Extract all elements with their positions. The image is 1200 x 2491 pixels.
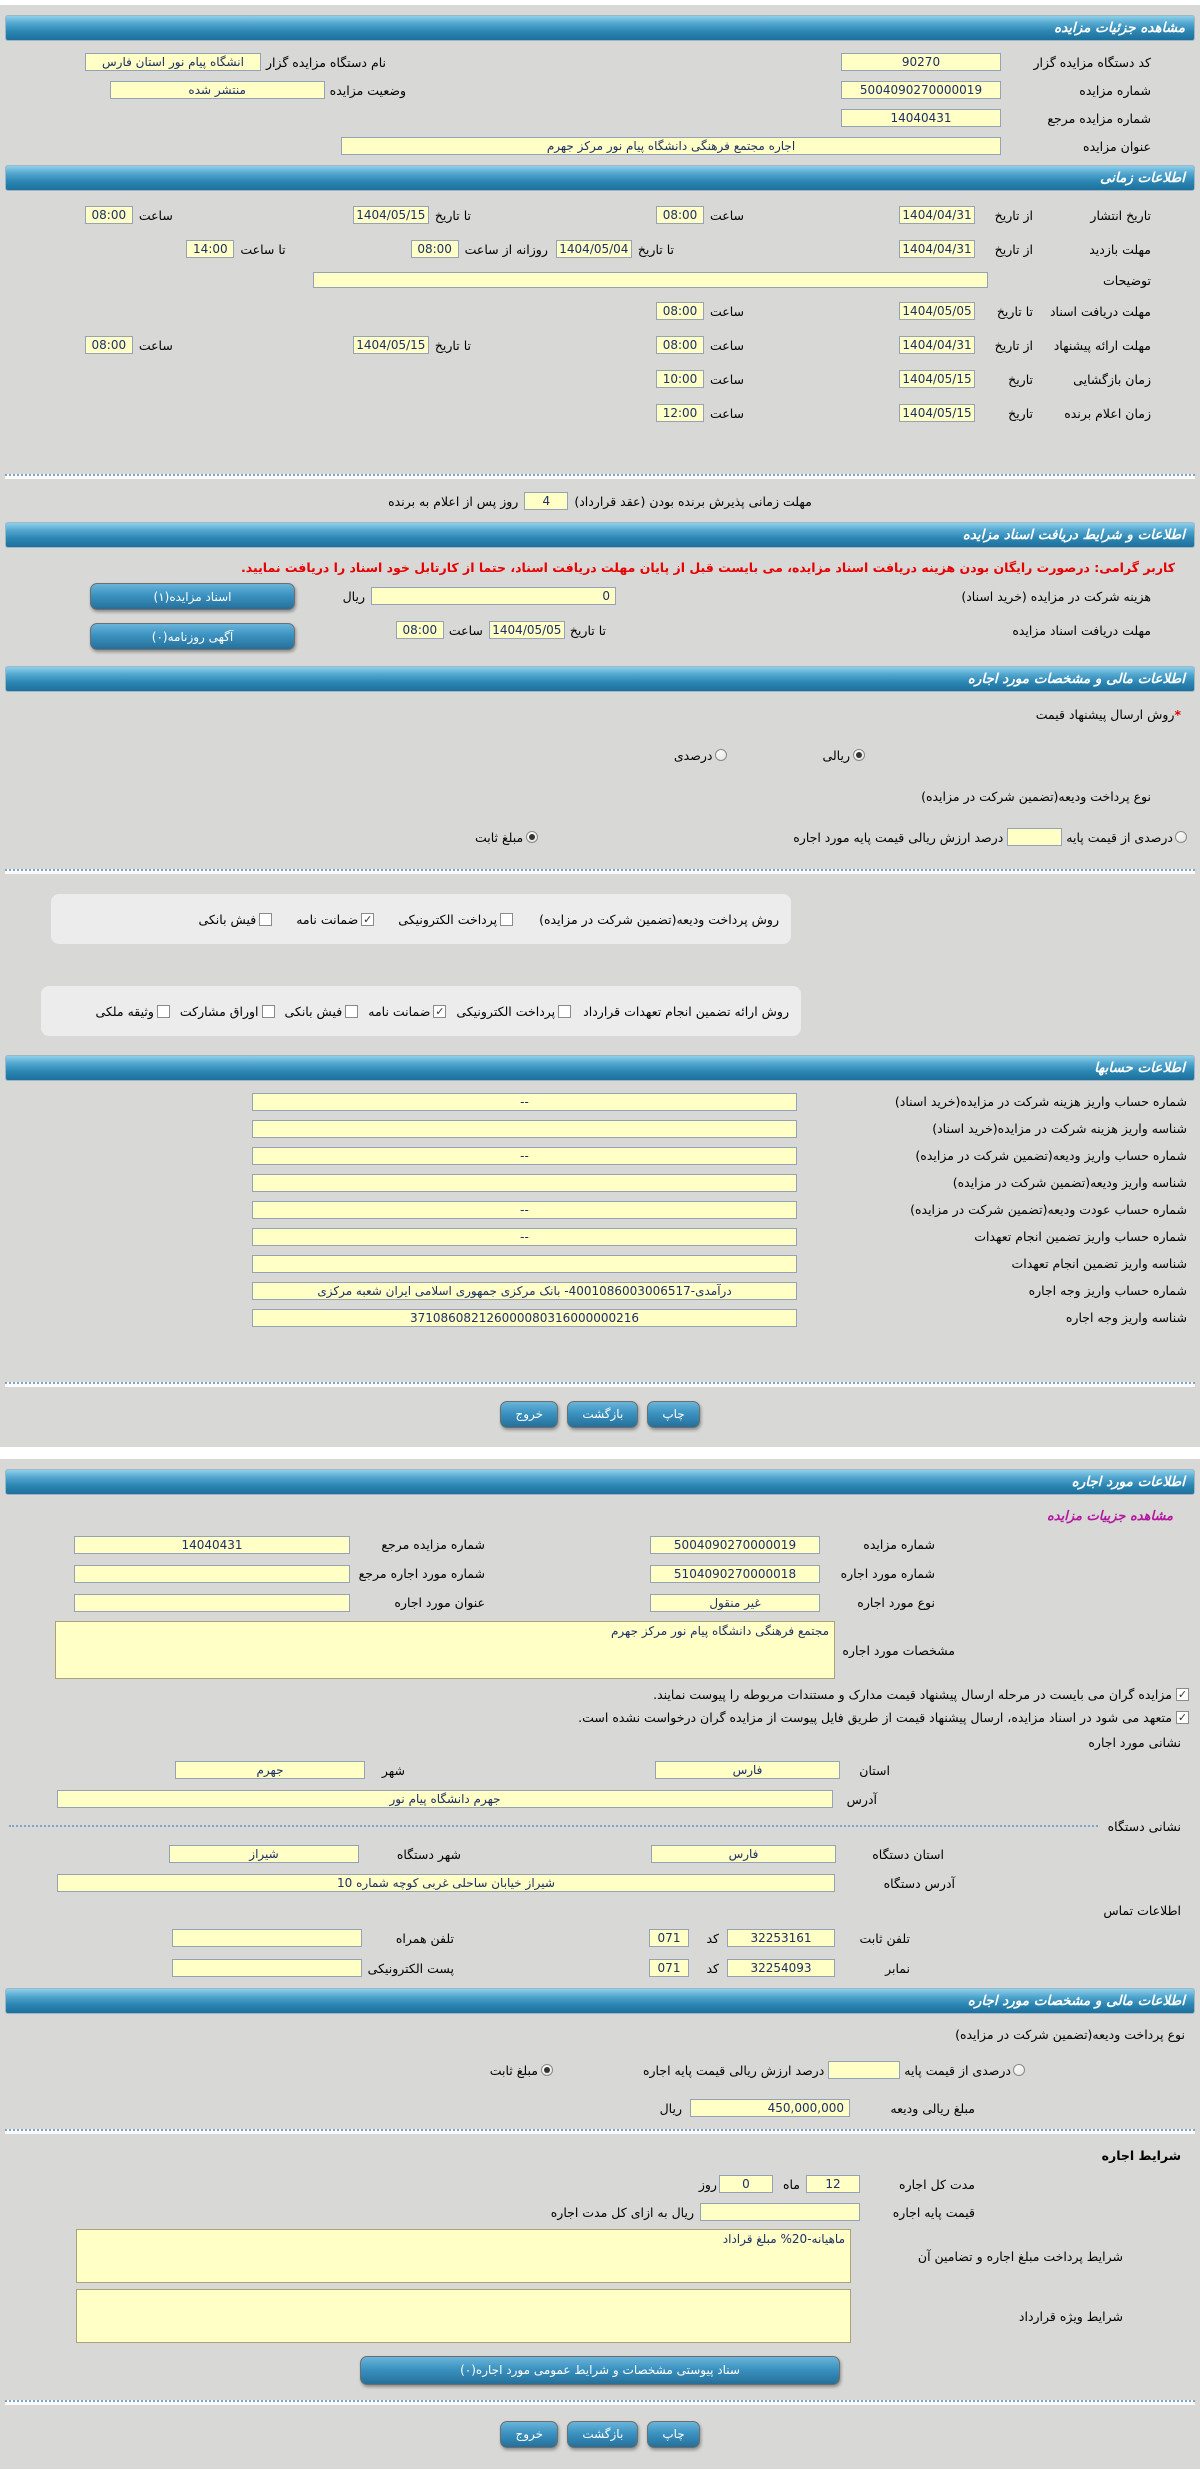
item-deposit-type-label: نوع پرداخت ودیعه(تضمین شرکت در مزایده) <box>955 2026 1185 2042</box>
exit-button[interactable]: خروج <box>500 2421 558 2448</box>
item-specs-textarea[interactable]: مجتمع فرهنگی دانشگاه پیام نور مرکز جهرم <box>55 1621 835 1679</box>
rial-label: ریال <box>659 2100 682 2116</box>
send-method-label: روش ارسال پیشنهاد قیمت <box>1035 706 1175 722</box>
hour-label: ساعت <box>709 337 744 353</box>
visit-until-time-field[interactable]: 14:00 <box>186 240 234 258</box>
no-file-offer-row <box>5 1706 1195 1729</box>
offer-to-date-field[interactable]: 1404/05/15 <box>353 336 429 354</box>
main-header-bar <box>5 15 1195 41</box>
pay-terms-label: شرایط پرداخت مبلغ اجاره و تضامین آن <box>917 2248 1123 2264</box>
account-row <box>5 1115 1195 1142</box>
item-percent-of-base-label: درصدی از قیمت پایه <box>904 2062 1011 2078</box>
panel-gap <box>0 1447 1200 1459</box>
org-city-label: شهر دستگاه <box>396 1846 461 1862</box>
item-province-city-row <box>5 1755 1195 1785</box>
visit-deadline-row <box>5 232 1195 266</box>
send-method-options-row <box>5 729 1195 781</box>
mobile-field[interactable] <box>172 1929 362 1947</box>
bottom-gap <box>0 2469 1200 2491</box>
back-button[interactable]: بازگشت <box>567 1401 638 1428</box>
winner-accept-days-field[interactable]: 4 <box>524 492 568 510</box>
account-row-label: شناسه واریز وجه اجاره <box>1065 1310 1187 1325</box>
publish-date-label: تاریخ انتشار <box>1090 207 1151 223</box>
deposit-amount-field[interactable]: 450,000,000 <box>690 2099 850 2117</box>
date-label: تاریخ <box>1008 405 1033 421</box>
account-row <box>5 1223 1195 1250</box>
performance-guarantee-label: روش ارائه تضمین انجام تعهدات قرارداد <box>583 1003 789 1019</box>
winner-time-label: زمان اعلام برنده <box>1064 405 1151 421</box>
item-financial-header-title: اطلاعات مالی و مشخصات مورد اجاره <box>967 1993 1185 2009</box>
item-deposit-options-row <box>5 2047 1195 2093</box>
percent-of-base-field[interactable] <box>1007 828 1062 846</box>
auction-number-label: شماره مزایده <box>1079 82 1151 98</box>
view-auction-details-link[interactable]: مشاهده جزییات مزایده <box>1046 1508 1173 1524</box>
docs-deadline-label: مهلت دریافت اسناد مزایده <box>1012 622 1151 638</box>
opening-date-field[interactable]: 1404/05/15 <box>899 370 975 388</box>
perf-bank-slip-checkbox-option[interactable] <box>285 1004 359 1019</box>
receive-time-field[interactable]: 08:00 <box>656 302 704 320</box>
performance-guarantee-box <box>41 986 801 1036</box>
account-row-label: شناسه واریز تضمین انجام تعهدات <box>1011 1256 1187 1271</box>
receive-docs-label: مهلت دریافت اسناد <box>1049 303 1151 319</box>
bonds-checkbox-option[interactable] <box>180 1004 275 1019</box>
percent-of-base-label: درصدی از قیمت پایه <box>1066 829 1173 845</box>
item-deposit-type-row <box>5 2021 1195 2047</box>
lease-duration-row <box>5 2170 1195 2198</box>
base-price-suffix-label: ریال به ازای کل مدت اجاره <box>550 2204 694 2220</box>
lease-months-field[interactable]: 12 <box>806 2175 860 2193</box>
area-code-label: کد <box>706 1960 719 1976</box>
item-percent-of-base-suffix-label: درصد ارزش ریالی قیمت پایه اجاره <box>642 2062 825 2078</box>
perf-epay-label: پرداخت الکترونیکی <box>456 1003 556 1019</box>
publish-from-time-field[interactable]: 08:00 <box>656 206 704 224</box>
dotted-separator <box>5 2129 1195 2134</box>
item-address-title-row <box>5 1729 1195 1755</box>
description-row <box>5 266 1195 294</box>
special-terms-textarea[interactable] <box>76 2289 851 2343</box>
province-field[interactable]: فارس <box>655 1761 840 1779</box>
docs-deadline-date-field[interactable]: 1404/05/05 <box>489 621 565 639</box>
org-name-label: نام دستگاه مزایده گزار <box>265 54 386 70</box>
perf-guarantee-label: ضمانت نامه <box>368 1003 431 1019</box>
from-date-label: از تاریخ <box>994 337 1033 353</box>
account-row-field[interactable]: -- <box>252 1201 797 1219</box>
receive-docs-row <box>5 294 1195 328</box>
lease-terms-title-row <box>5 2140 1195 2170</box>
pay-terms-textarea[interactable]: ماهیانه-20% مبلغ قراداد <box>76 2229 851 2283</box>
from-date-label: از تاریخ <box>994 207 1033 223</box>
account-row-label: شناسه واریز ودیعه(تضمین شرکت در مزایده) <box>952 1175 1187 1190</box>
publish-to-date-field[interactable]: 1404/05/15 <box>353 206 429 224</box>
visit-from-date-field[interactable]: 1404/04/31 <box>899 240 975 258</box>
item-ref-number-label: شماره مورد اجاره مرجع <box>358 1566 485 1581</box>
winner-accept-post-label: روز پس از اعلام به برنده <box>388 493 519 509</box>
details-link-row <box>5 1502 1195 1530</box>
account-row <box>5 1169 1195 1196</box>
from-date-label: از تاریخ <box>994 241 1033 257</box>
to-date-label: تا تاریخ <box>569 622 606 638</box>
opening-time-row <box>5 362 1195 396</box>
org-city-field[interactable]: شیراز <box>169 1845 359 1863</box>
lease-item-panel <box>0 1459 1200 2469</box>
winner-time-row <box>5 396 1195 430</box>
attach-required-checkbox-checked[interactable] <box>1176 1688 1189 1701</box>
org-address-label: آدرس دستگاه <box>883 1875 955 1891</box>
publish-from-date-field[interactable]: 1404/04/31 <box>899 206 975 224</box>
deposit-type-label: نوع پرداخت ودیعه(تضمین شرکت در مزایده) <box>921 788 1151 804</box>
bonds-checkbox[interactable] <box>262 1005 275 1018</box>
time-header-bar <box>5 165 1195 191</box>
item-auction-number-label: شماره مزایده <box>863 1537 935 1552</box>
daily-from-hour-label: روزانه از ساعت <box>464 241 548 257</box>
print-button[interactable]: چاپ <box>647 1401 699 1428</box>
spacer <box>5 1036 1195 1050</box>
contact-title-row <box>5 1897 1195 1923</box>
hour-label: ساعت <box>709 371 744 387</box>
bonds-label: اوراق مشارکت <box>179 1003 259 1019</box>
until-hour-label: تا ساعت <box>240 241 286 257</box>
guarantee-checkbox-checked[interactable] <box>361 913 374 926</box>
account-row <box>5 1250 1195 1277</box>
account-row-label: شماره حساب واریز ودیعه(تضمین شرکت در مزایده) <box>915 1148 1187 1163</box>
hour-label: ساعت <box>448 622 483 638</box>
fixed-amount-label: مبلغ ثابت <box>474 829 524 845</box>
lease-terms-title-label: شرایط اجاره <box>1101 2147 1181 2163</box>
docs-header-bar <box>5 522 1195 548</box>
mobile-label: تلفن همراه <box>395 1930 454 1946</box>
account-row-label: شماره حساب واریز وجه اجاره <box>1028 1283 1187 1298</box>
perf-bank-slip-checkbox[interactable] <box>345 1005 358 1018</box>
dotted-line <box>9 1825 1098 1827</box>
phone-label: تلفن ثابت <box>859 1930 910 1946</box>
province-label: استان <box>859 1762 890 1778</box>
deposit-amount-label: مبلغ ریالی ودیعه <box>890 2100 975 2116</box>
panel1-footer-buttons <box>5 1393 1195 1435</box>
guarantee-checkbox-option[interactable] <box>296 912 374 927</box>
city-label: شهر <box>381 1762 405 1778</box>
account-row-field[interactable] <box>252 1255 797 1273</box>
lease-days-field[interactable]: 0 <box>719 2175 773 2193</box>
item-auction-ref-label: شماره مزایده مرجع <box>381 1537 485 1552</box>
to-date-label: تا تاریخ <box>996 303 1033 319</box>
item-fixed-amount-radio[interactable] <box>541 2064 553 2076</box>
time-header-title: اطلاعات زمانی <box>1099 170 1185 186</box>
collateral-checkbox-option[interactable] <box>95 1004 169 1019</box>
auction-code-field[interactable]: 90270 <box>841 53 1001 71</box>
docs-deadline-time-field[interactable]: 08:00 <box>396 621 444 639</box>
day-label: روز <box>698 2176 717 2192</box>
rial-option-label: ریالی <box>822 747 850 763</box>
fax-label: نمابر <box>885 1960 910 1976</box>
dotted-separator <box>5 869 1195 874</box>
print-button[interactable]: چاپ <box>647 2421 699 2448</box>
item-type-field[interactable]: غیر منقول <box>650 1594 820 1612</box>
financial-header-bar <box>5 666 1195 692</box>
auction-details-panel <box>0 5 1200 1447</box>
visit-daily-from-time-field[interactable]: 08:00 <box>411 240 459 258</box>
no-file-offer-checkbox-checked[interactable] <box>1176 1711 1189 1724</box>
offer-from-time-field[interactable]: 08:00 <box>656 336 704 354</box>
item-percent-of-base-field[interactable] <box>828 2061 900 2079</box>
hour-label: ساعت <box>709 303 744 319</box>
opening-time-label: زمان بازگشایی <box>1073 371 1151 387</box>
city-field[interactable]: جهرم <box>175 1761 365 1779</box>
no-file-offer-label: متعهد می شود در اسناد مزایده، ارسال پیشنهاد قیمت از طریق فایل پیوست از مزایده گران درخواست نشده است. <box>578 1710 1172 1725</box>
docs-block <box>5 579 1195 661</box>
special-terms-label: شرایط ویژه قرارداد <box>1018 2308 1123 2324</box>
epay-checkbox-option[interactable] <box>398 912 513 927</box>
hour-label: ساعت <box>709 207 744 223</box>
attach-required-label: مزایده گران می بایست در مرحله ارسال پیشنهاد قیمت مدارک و مستندات مربوطه را پیوست نمایند. <box>653 1687 1172 1702</box>
offer-from-date-field[interactable]: 1404/04/31 <box>899 336 975 354</box>
to-date-label: تا تاریخ <box>434 207 471 223</box>
lease-duration-label: مدت کل اجاره <box>899 2176 975 2192</box>
contact-title-label: اطلاعات تماس <box>1103 1902 1181 1918</box>
spacer <box>5 944 1195 986</box>
base-price-field[interactable] <box>700 2203 860 2221</box>
item-header-title: اطلاعات مورد اجاره <box>1071 1474 1185 1490</box>
checkbox-check-icon: ✓ <box>435 1004 445 1018</box>
offer-deadline-row <box>5 328 1195 362</box>
phone-field[interactable]: 32253161 <box>727 1929 835 1947</box>
auction-status-label: وضعیت مزایده <box>329 82 406 98</box>
perf-epay-checkbox[interactable] <box>558 1005 571 1018</box>
org-address-row <box>5 1869 1195 1897</box>
account-row <box>5 1304 1195 1331</box>
org-address-title-row <box>5 1813 1195 1839</box>
accounts-header-title: اطلاعات حسابها <box>1094 1060 1185 1076</box>
account-row-label: شماره حساب عودت ودیعه(تضمین شرکت در مزایده) <box>910 1202 1187 1217</box>
account-row-field[interactable]: 371086082126000080316000000216 <box>252 1309 797 1327</box>
deposit-type-row <box>5 781 1195 811</box>
item-title-field[interactable] <box>74 1594 350 1612</box>
hour-label: ساعت <box>709 405 744 421</box>
auction-ref-label: شماره مزایده مرجع <box>1047 110 1151 126</box>
item-title-label: عنوان مورد اجاره <box>394 1595 485 1610</box>
epay-label: پرداخت الکترونیکی <box>398 911 498 927</box>
date-label: تاریخ <box>1008 371 1033 387</box>
general-row-2 <box>5 76 1195 104</box>
item-type-label: نوع مورد اجاره <box>857 1595 935 1610</box>
base-price-label: قیمت پایه اجاره <box>892 2204 975 2220</box>
dotted-separator <box>5 1382 1195 1387</box>
back-button[interactable]: بازگشت <box>567 2421 638 2448</box>
collateral-label: وثیقه ملکی <box>95 1003 154 1019</box>
auction-number-field[interactable]: 5004090270000019 <box>841 81 1001 99</box>
pay-terms-row <box>5 2226 1195 2286</box>
docs-fee-label: هزینه شرکت در مزایده (خرید اسناد) <box>961 588 1151 604</box>
bank-slip-checkbox[interactable] <box>259 913 272 926</box>
perf-bank-slip-label: فیش بانکی <box>284 1003 343 1019</box>
special-terms-row <box>5 2286 1195 2346</box>
attach-docs-row <box>5 2346 1195 2394</box>
bank-slip-label: فیش بانکی <box>198 911 257 927</box>
to-date-label: تا تاریخ <box>637 241 674 257</box>
financial-header-title: اطلاعات مالی و مشخصات مورد اجاره <box>967 671 1185 687</box>
checkbox-check-icon: ✓ <box>1177 1711 1188 1724</box>
auction-status-field[interactable]: منتشر شده <box>110 81 325 99</box>
email-label: پست الکترونیکی <box>367 1960 454 1976</box>
required-asterisk: * <box>1174 706 1181 722</box>
checkbox-check-icon: ✓ <box>1177 1688 1188 1701</box>
fax-code-field[interactable]: 071 <box>649 1959 689 1977</box>
deposit-type-options-row <box>5 811 1195 863</box>
account-row <box>5 1142 1195 1169</box>
dotted-separator <box>5 2400 1195 2405</box>
epay-checkbox[interactable] <box>500 913 513 926</box>
hour-label: ساعت <box>138 337 173 353</box>
percent-option-label: درصدی <box>673 747 713 763</box>
general-row-4 <box>5 132 1195 160</box>
account-row <box>5 1196 1195 1223</box>
spacer <box>5 430 1195 468</box>
page-title: مشاهده جزئیات مزایده <box>1054 20 1185 36</box>
auction-title-field[interactable]: اجاره مجتمع فرهنگی دانشگاه پیام نور مرکز جهرم <box>341 137 1001 155</box>
panel2-footer-buttons <box>5 2411 1195 2457</box>
rial-label: ریال <box>342 588 365 604</box>
org-address-title-label: نشانی دستگاه <box>1107 1818 1181 1834</box>
general-row-3 <box>5 104 1195 132</box>
description-label: توضیحات <box>1103 272 1151 288</box>
item-address-title-label: نشانی مورد اجاره <box>1088 1734 1181 1750</box>
opening-time-field[interactable]: 10:00 <box>656 370 704 388</box>
account-row-field[interactable] <box>252 1120 797 1138</box>
auction-title-label: عنوان مزایده <box>1083 138 1151 154</box>
winner-date-field[interactable]: 1404/05/15 <box>899 404 975 422</box>
deposit-pay-method-box <box>51 894 791 944</box>
item-auction-ref-field[interactable]: 14040431 <box>74 1536 350 1554</box>
percent-radio[interactable] <box>715 749 727 761</box>
auction-code-label: کد دستگاه مزایده گزار <box>1033 54 1151 70</box>
account-row-label: شناسه واریز هزینه شرکت در مزایده(خرید اسناد) <box>932 1121 1187 1136</box>
attached-docs-button[interactable]: سناد پیوستی مشخصات و شرایط عمومی مورد اجاره(۰) <box>360 2356 840 2385</box>
perf-epay-checkbox-option[interactable] <box>456 1004 571 1019</box>
offer-to-time-field[interactable]: 08:00 <box>85 336 133 354</box>
deposit-pay-method-label: روش پرداخت ودیعه(تضمین شرکت در مزایده) <box>539 911 779 927</box>
percent-of-base-radio[interactable] <box>1175 831 1187 843</box>
item-row-1 <box>5 1530 1195 1559</box>
org-province-field[interactable]: فارس <box>651 1845 836 1863</box>
hour-label: ساعت <box>138 207 173 223</box>
accounts-header-bar <box>5 1055 1195 1081</box>
org-province-label: استان دستگاه <box>872 1846 944 1862</box>
perf-guarantee-checkbox-checked[interactable] <box>433 1005 446 1018</box>
account-row-label: شماره حساب واریز هزینه شرکت در مزایده(خرید اسناد) <box>894 1094 1187 1109</box>
area-code-label: کد <box>706 1930 719 1946</box>
docs-warning-text: کاربر گرامی: درصورت رایگان بودن هزینه دریافت اسناد مزایده، می بایست قبل از پایان مهلت دریافت اسناد، حتما از کارتابل خود اسناد را دریافت نمایید. <box>241 559 1175 575</box>
item-row-3 <box>5 1588 1195 1617</box>
attach-required-row <box>5 1683 1195 1706</box>
perf-guarantee-checkbox-option[interactable] <box>368 1004 446 1019</box>
item-auction-number-field[interactable]: 5004090270000019 <box>650 1536 820 1554</box>
item-number-field[interactable]: 5104090270000018 <box>650 1565 820 1583</box>
org-province-city-row <box>5 1839 1195 1869</box>
item-specs-label: مشخصات مورد اجاره <box>842 1642 955 1658</box>
address-field[interactable]: جهرم دانشگاه پیام نور <box>57 1790 833 1808</box>
docs-fee-field[interactable]: 0 <box>371 587 616 605</box>
phone-row <box>5 1923 1195 1953</box>
dotted-separator <box>5 474 1195 479</box>
guarantee-label: ضمانت نامه <box>296 911 359 927</box>
account-row-field[interactable]: -- <box>252 1147 797 1165</box>
winner-accept-pre-label: مهلت زمانی پذیرش برنده بودن (عقد قرارداد) <box>574 493 812 509</box>
email-field[interactable] <box>172 1959 362 1977</box>
item-address-row <box>5 1785 1195 1813</box>
winner-announce-time-field[interactable]: 12:00 <box>656 404 704 422</box>
offer-deadline-label: مهلت ارائه پیشنهاد <box>1053 337 1151 353</box>
account-row-field[interactable]: -- <box>252 1093 797 1111</box>
docs-warning-row <box>5 555 1195 579</box>
item-ref-number-field[interactable] <box>74 1565 350 1583</box>
account-row-label: شماره حساب واریز تضمین انجام تعهدات <box>974 1229 1187 1244</box>
phone-code-field[interactable]: 071 <box>649 1929 689 1947</box>
rial-radio[interactable] <box>853 749 865 761</box>
item-row-2 <box>5 1559 1195 1588</box>
exit-button[interactable]: خروج <box>500 1401 558 1428</box>
publish-to-time-field[interactable]: 08:00 <box>85 206 133 224</box>
docs-header-title: اطلاعات و شرایط دریافت اسناد مزایده <box>962 527 1185 543</box>
fax-row <box>5 1953 1195 1983</box>
collateral-checkbox[interactable] <box>157 1005 170 1018</box>
spacer <box>5 880 1195 894</box>
checkbox-check-icon: ✓ <box>363 912 373 926</box>
account-row-field[interactable] <box>252 1174 797 1192</box>
item-specs-row <box>5 1617 1195 1683</box>
send-method-row <box>5 699 1195 729</box>
account-row-field[interactable]: -- <box>252 1228 797 1246</box>
fixed-amount-radio[interactable] <box>526 831 538 843</box>
winner-accept-row <box>5 485 1195 517</box>
newspaper-ad-button[interactable]: آگهی روزنامه(۰) <box>90 623 295 650</box>
auction-docs-button[interactable]: اسناد مزایده(۱) <box>90 583 295 610</box>
description-field[interactable] <box>313 272 988 288</box>
bank-slip-checkbox-option[interactable] <box>198 912 272 927</box>
org-address-field[interactable]: شیراز خیابان ساحلی غربی کوچه شماره 10 <box>57 1874 835 1892</box>
item-financial-header-bar <box>5 1988 1195 2014</box>
base-price-row <box>5 2198 1195 2226</box>
address-label: آدرس <box>846 1791 877 1807</box>
month-label: ماه <box>782 2176 800 2192</box>
item-percent-of-base-radio[interactable] <box>1013 2064 1025 2076</box>
publish-date-row <box>5 198 1195 232</box>
account-row <box>5 1088 1195 1115</box>
spacer <box>5 1331 1195 1376</box>
auction-ref-field[interactable]: 14040431 <box>841 109 1001 127</box>
account-row <box>5 1277 1195 1304</box>
item-header-bar <box>5 1469 1195 1495</box>
visit-deadline-label: مهلت بازدید <box>1089 241 1151 257</box>
item-fixed-amount-label: مبلغ ثابت <box>489 2062 538 2078</box>
percent-of-base-suffix-label: درصد ارزش ریالی قیمت پایه مورد اجاره <box>793 829 1004 845</box>
receive-to-date-field[interactable]: 1404/05/05 <box>899 302 975 320</box>
org-name-field[interactable]: انشگاه پیام نور استان فارس <box>85 53 261 71</box>
fax-field[interactable]: 32254093 <box>727 1959 835 1977</box>
item-number-label: شماره مورد اجاره <box>840 1566 935 1581</box>
deposit-amount-row <box>5 2093 1195 2123</box>
general-row-1 <box>5 48 1195 76</box>
account-row-field[interactable]: درآمدی-4001086003006517- بانک مرکزی جمهوری اسلامی ایران شعبه مرکزی <box>252 1282 797 1300</box>
visit-to-date-field[interactable]: 1404/05/04 <box>556 240 632 258</box>
to-date-label: تا تاریخ <box>434 337 471 353</box>
